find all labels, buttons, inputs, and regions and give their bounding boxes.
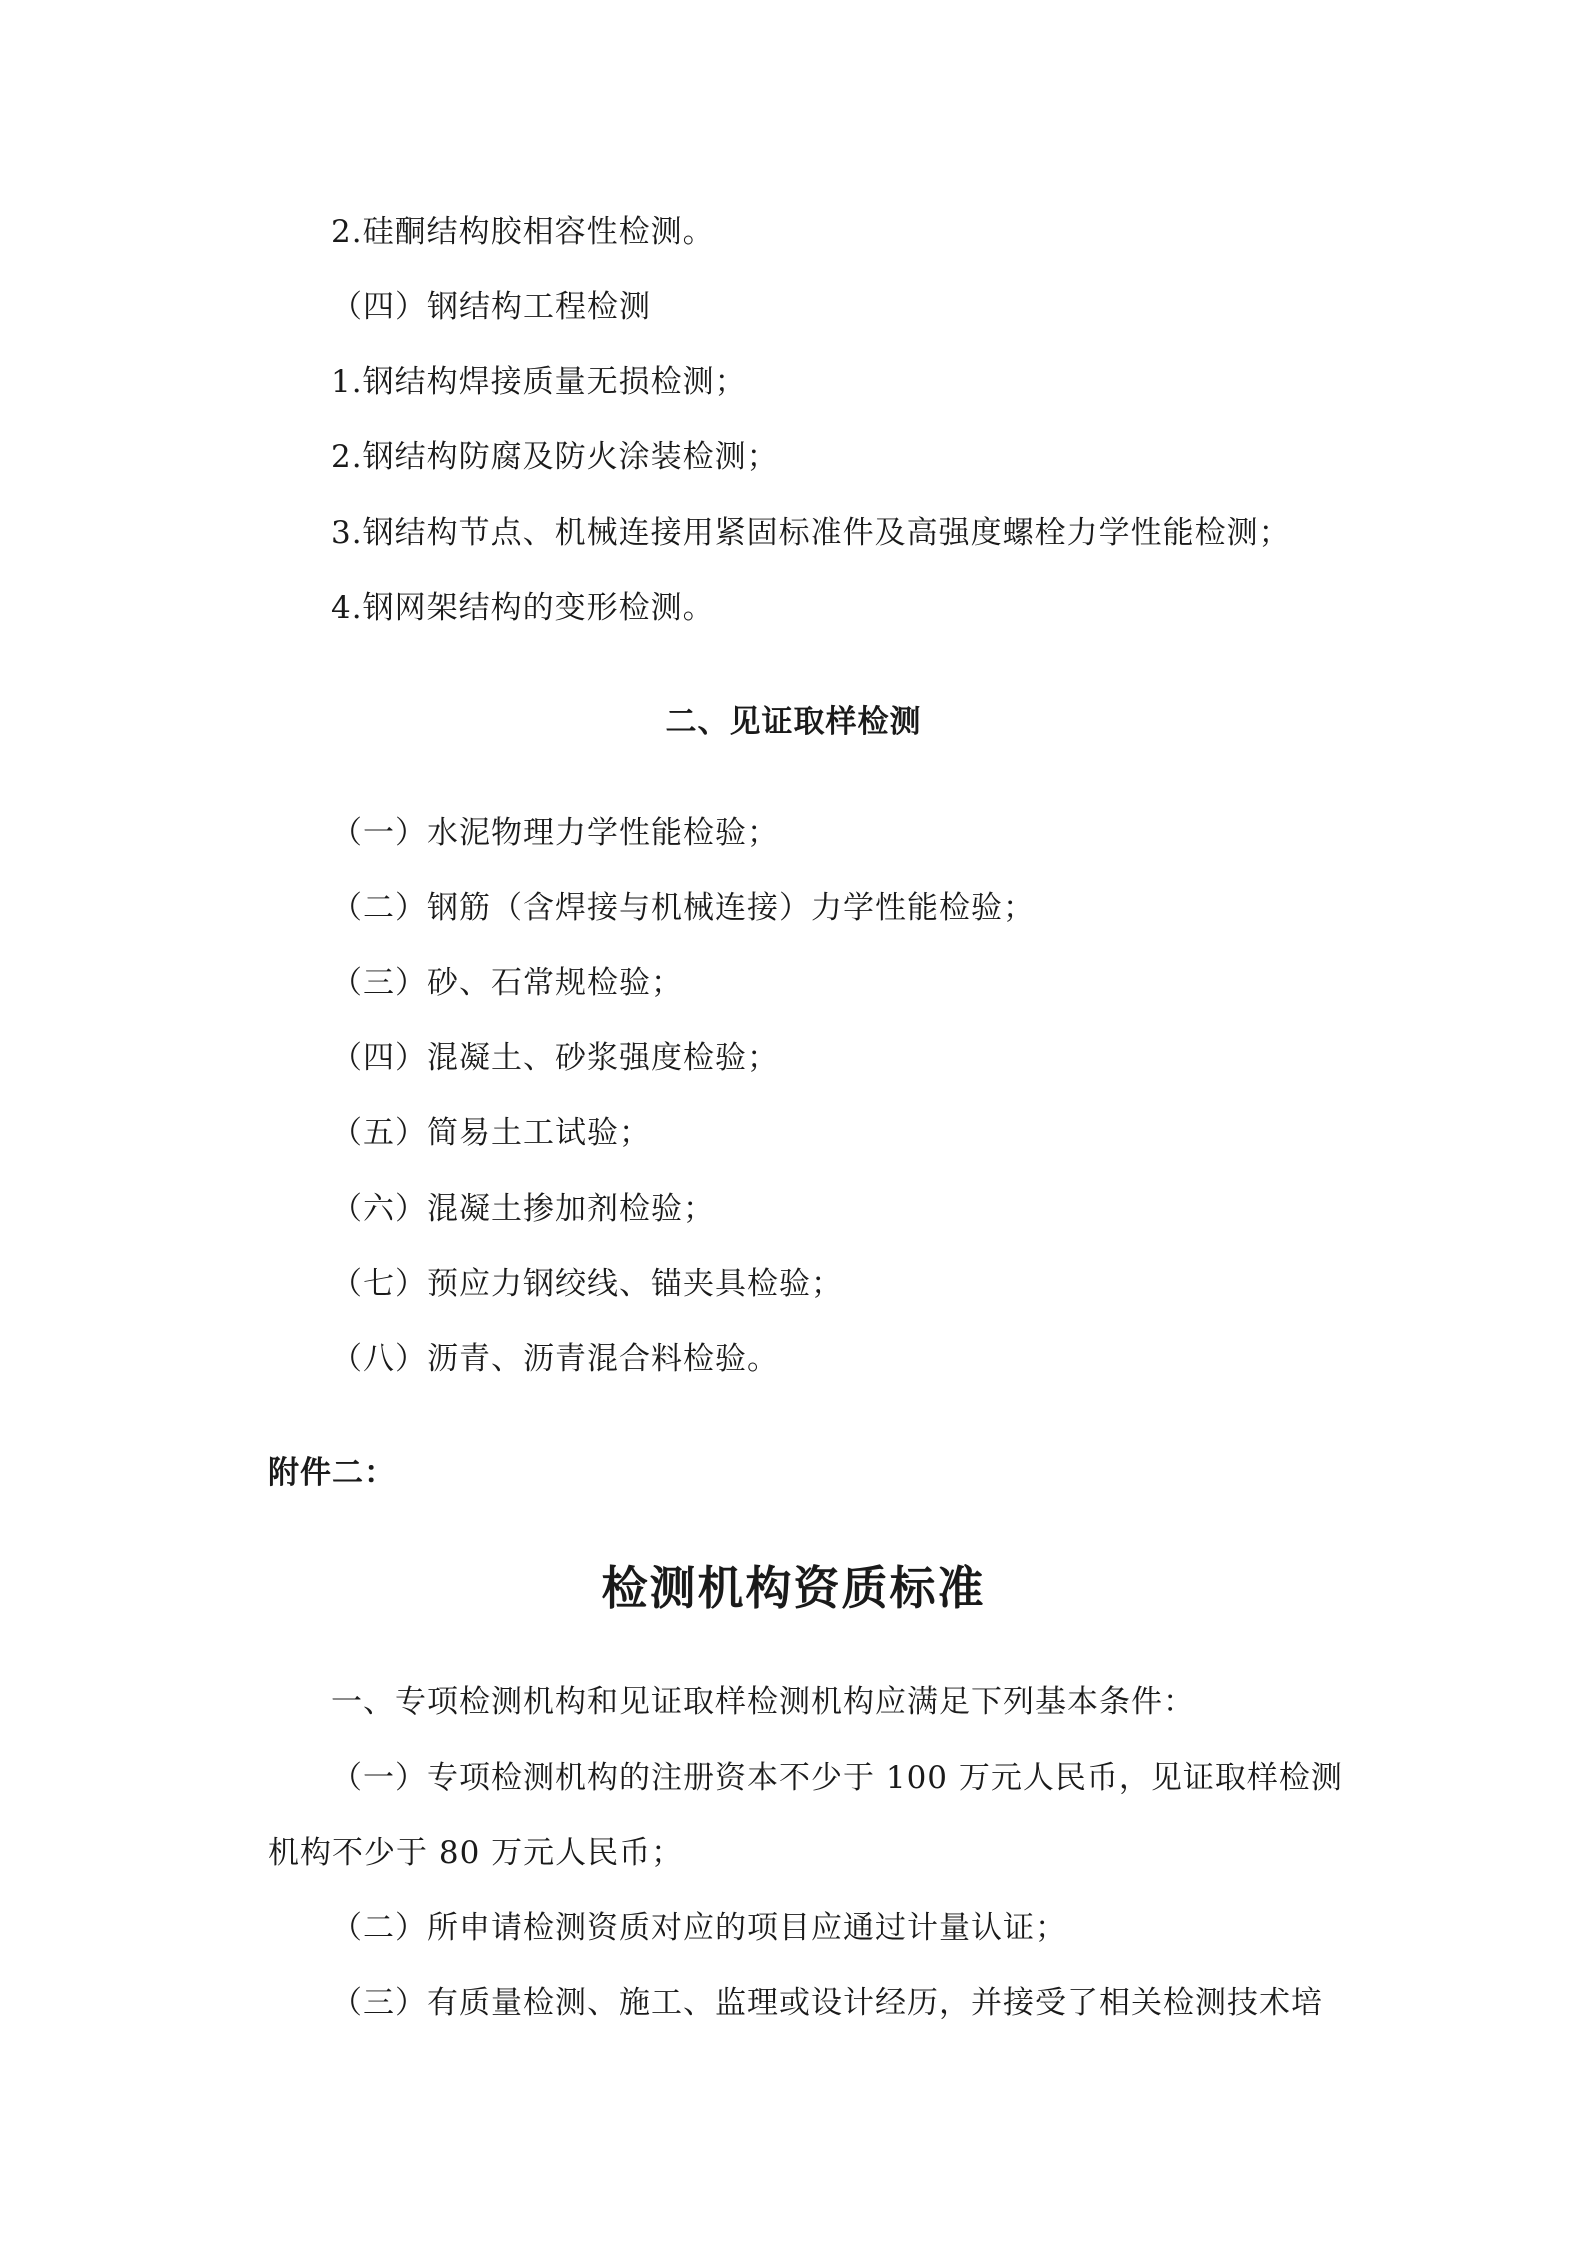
list-item: （七）预应力钢绞线、锚夹具检验； xyxy=(331,1266,843,1302)
list-item: （一）水泥物理力学性能检验； xyxy=(331,815,779,851)
subsection-heading: （四）钢结构工程检测 xyxy=(331,289,651,325)
list-item: （三）砂、石常规检验； xyxy=(331,965,683,1001)
attachment-label: 附件二： xyxy=(268,1455,396,1491)
list-item: 4.钢网架结构的变形检测。 xyxy=(331,590,715,626)
list-item: （五）简易土工试验； xyxy=(331,1115,651,1151)
list-item: 2.钢结构防腐及防火涂装检测； xyxy=(331,439,779,475)
list-item: （八）沥青、沥青混合料检验。 xyxy=(331,1341,779,1377)
list-item: （四）混凝土、砂浆强度检验； xyxy=(331,1040,779,1076)
body-paragraph-continuation: 机构不少于 80 万元人民币； xyxy=(268,1835,684,1871)
list-item: （二）钢筋（含焊接与机械连接）力学性能检验； xyxy=(331,890,1035,926)
list-item: （六）混凝土掺加剂检验； xyxy=(331,1191,715,1227)
body-paragraph: （二）所申请检测资质对应的项目应通过计量认证； xyxy=(331,1910,1067,1946)
body-paragraph: 一、专项检测机构和见证取样检测机构应满足下列基本条件： xyxy=(331,1684,1195,1720)
list-item: 1.钢结构焊接质量无损检测； xyxy=(331,364,747,400)
list-item: 2.硅酮结构胶相容性检测。 xyxy=(331,214,715,250)
body-paragraph: （一）专项检测机构的注册资本不少于 100 万元人民币，见证取样检测 xyxy=(331,1760,1343,1796)
list-item: 3.钢结构节点、机械连接用紧固标准件及高强度螺栓力学性能检测； xyxy=(331,515,1291,551)
body-paragraph: （三）有质量检测、施工、监理或设计经历，并接受了相关检测技术培 xyxy=(331,1985,1323,2021)
document-title: 检测机构资质标准 xyxy=(601,1561,986,1615)
section-heading: 二、见证取样检测 xyxy=(665,704,922,740)
